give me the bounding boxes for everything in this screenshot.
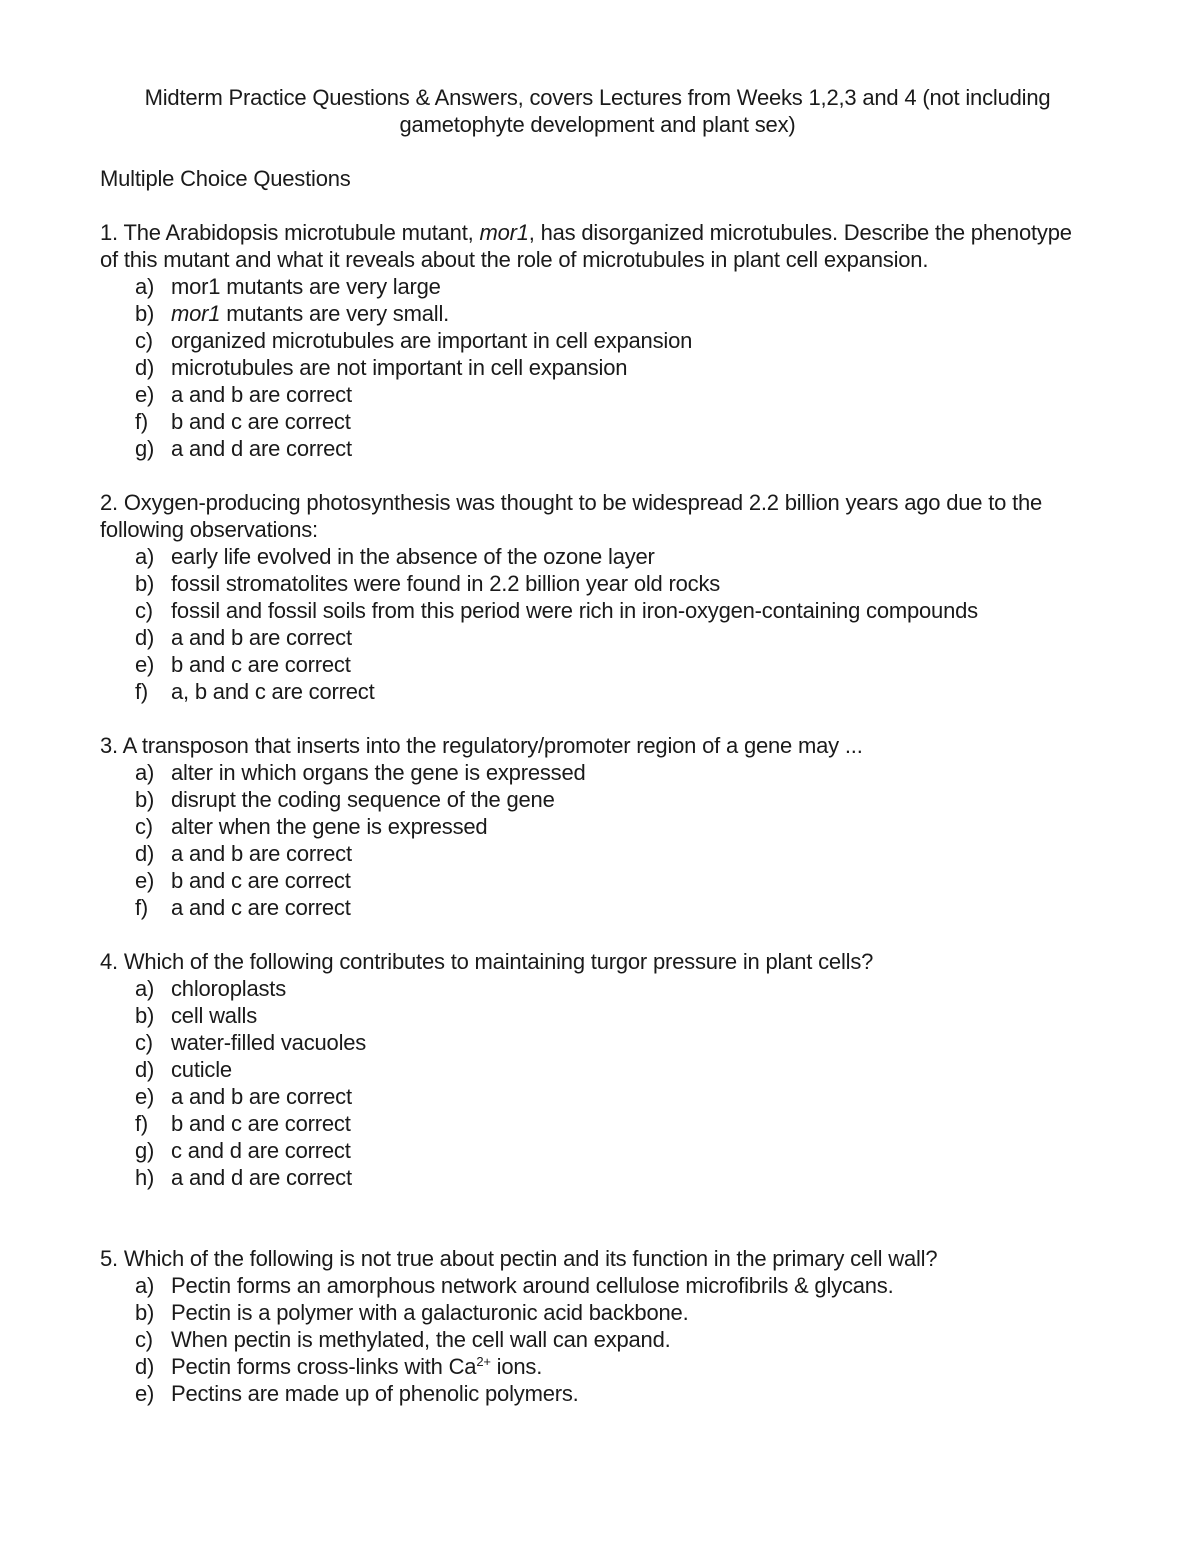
option-text: water-filled vacuoles (171, 1030, 367, 1055)
option-letter: d) (135, 625, 155, 650)
option-text: chloroplasts (171, 976, 286, 1001)
answer-option (100, 840, 1095, 867)
option-text: a and b are correct (171, 625, 352, 650)
answer-option (100, 1056, 1095, 1083)
option-text: a and b are correct (171, 382, 352, 407)
option-letter: f) (135, 409, 149, 434)
answer-options (100, 273, 1095, 462)
question-5 (100, 1245, 1095, 1407)
answer-option (100, 408, 1095, 435)
answer-option (100, 381, 1095, 408)
answer-option (100, 975, 1095, 1002)
answer-option (100, 570, 1095, 597)
option-text: microtubules are not important in cell expansion (171, 355, 628, 380)
option-letter: d) (135, 841, 155, 866)
option-letter: f) (135, 679, 149, 704)
answer-option (100, 894, 1095, 921)
option-letter: b) (135, 787, 155, 812)
option-text: mutants are very small. (220, 301, 450, 326)
option-text: fossil stromatolites were found in 2.2 billion year old rocks (171, 571, 721, 596)
option-letter: a) (135, 976, 155, 1001)
answer-options (100, 759, 1095, 921)
answer-option (100, 543, 1095, 570)
section-heading: Multiple Choice Questions (100, 166, 351, 191)
option-text: cell walls (171, 1003, 258, 1028)
option-italic-term: mor1 (171, 301, 221, 326)
answer-option (100, 1110, 1095, 1137)
option-text: Pectins are made up of phenolic polymers. (171, 1381, 579, 1406)
option-text: a and b are correct (171, 1084, 352, 1109)
option-letter: b) (135, 1300, 155, 1325)
option-letter: e) (135, 652, 155, 677)
option-letter: b) (135, 571, 155, 596)
option-letter: d) (135, 1057, 155, 1082)
answer-option (100, 273, 1095, 300)
superscript-charge: 2+ (476, 1354, 491, 1369)
answer-option (100, 1164, 1095, 1191)
option-text: mor1 mutants are very large (171, 274, 441, 299)
option-letter: f) (135, 895, 149, 920)
answer-options (100, 543, 1095, 705)
option-text-after: ions. (490, 1354, 543, 1379)
answer-option (100, 1353, 1095, 1380)
stem-italic-term: mor1 (479, 220, 529, 245)
answer-option (100, 759, 1095, 786)
option-letter: e) (135, 1381, 155, 1406)
question-1 (100, 219, 1095, 462)
answer-option (100, 651, 1095, 678)
answer-option (100, 1137, 1095, 1164)
stem-text: 1. The Arabidopsis microtubule mutant, (100, 220, 480, 245)
option-letter: e) (135, 1084, 155, 1109)
title-line-2: gametophyte development and plant sex) (399, 112, 796, 137)
option-letter: b) (135, 301, 155, 326)
option-text: b and c are correct (171, 868, 351, 893)
option-text: a, b and c are correct (171, 679, 375, 704)
option-text: alter when the gene is expressed (171, 814, 488, 839)
option-text: Pectin is a polymer with a galacturonic acid backbone. (171, 1300, 689, 1325)
option-letter: e) (135, 382, 155, 407)
option-text: a and b are correct (171, 841, 352, 866)
option-letter: g) (135, 436, 155, 461)
option-text: cuticle (171, 1057, 232, 1082)
option-text: b and c are correct (171, 652, 351, 677)
option-text: disrupt the coding sequence of the gene (171, 787, 555, 812)
option-letter: d) (135, 1354, 155, 1379)
option-letter: e) (135, 868, 155, 893)
answer-option (100, 327, 1095, 354)
answer-option (100, 813, 1095, 840)
question-4 (100, 948, 1095, 1191)
answer-option (100, 1272, 1095, 1299)
option-text: b and c are correct (171, 1111, 351, 1136)
option-text: Pectin forms an amorphous network around cellulose microfibrils & glycans. (171, 1273, 894, 1298)
stem-text: , has disorganized microtubules. Describe the phenotype of this mutant and what it reveals about the role of microtubules in plant cell expansion. (100, 220, 1072, 272)
answer-options (100, 1272, 1095, 1407)
option-letter: a) (135, 544, 155, 569)
answer-option (100, 1002, 1095, 1029)
question-stem: 3. A transposon that inserts into the regulatory/promoter region of a gene may ... (100, 733, 863, 758)
answer-option (100, 1380, 1095, 1407)
option-letter: g) (135, 1138, 155, 1163)
option-letter: a) (135, 1273, 155, 1298)
document-title (100, 84, 1095, 138)
option-letter: a) (135, 760, 155, 785)
option-text: fossil and fossil soils from this period were rich in iron-oxygen-containing compounds (171, 598, 978, 623)
option-text: a and c are correct (171, 895, 351, 920)
option-text: organized microtubules are important in cell expansion (171, 328, 693, 353)
answer-option (100, 435, 1095, 462)
question-stem: 5. Which of the following is not true about pectin and its function in the primary cell wall? (100, 1246, 938, 1271)
question-2 (100, 489, 1095, 705)
option-text: When pectin is methylated, the cell wall can expand. (171, 1327, 671, 1352)
answer-option (100, 624, 1095, 651)
option-letter: a) (135, 274, 155, 299)
option-letter: f) (135, 1111, 149, 1136)
option-letter: h) (135, 1165, 155, 1190)
answer-options (100, 975, 1095, 1191)
option-letter: d) (135, 355, 155, 380)
option-letter: c) (135, 1030, 153, 1055)
option-text: c and d are correct (171, 1138, 351, 1163)
option-letter: c) (135, 1327, 153, 1352)
question-stem: 2. Oxygen-producing photosynthesis was thought to be widespread 2.2 billion years ago due to the following observations: (100, 490, 1043, 542)
answer-option (100, 300, 1095, 327)
answer-option (100, 1326, 1095, 1353)
option-text: a and d are correct (171, 1165, 352, 1190)
option-letter: c) (135, 598, 153, 623)
answer-option (100, 678, 1095, 705)
answer-option (100, 597, 1095, 624)
option-letter: c) (135, 328, 153, 353)
option-text: alter in which organs the gene is expressed (171, 760, 586, 785)
option-text: Pectin forms cross-links with Ca (171, 1354, 477, 1379)
title-line-1: Midterm Practice Questions & Answers, covers Lectures from Weeks 1,2,3 and 4 (not including (144, 85, 1051, 110)
answer-option (100, 867, 1095, 894)
answer-option (100, 786, 1095, 813)
answer-option (100, 1029, 1095, 1056)
question-stem: 4. Which of the following contributes to maintaining turgor pressure in plant cells? (100, 949, 874, 974)
option-letter: b) (135, 1003, 155, 1028)
answer-option (100, 1299, 1095, 1326)
answer-option (100, 1083, 1095, 1110)
answer-option (100, 354, 1095, 381)
option-text: a and d are correct (171, 436, 352, 461)
option-letter: c) (135, 814, 153, 839)
question-3 (100, 732, 1095, 921)
question-stem (100, 219, 1095, 273)
option-text: b and c are correct (171, 409, 351, 434)
option-text: early life evolved in the absence of the ozone layer (171, 544, 655, 569)
